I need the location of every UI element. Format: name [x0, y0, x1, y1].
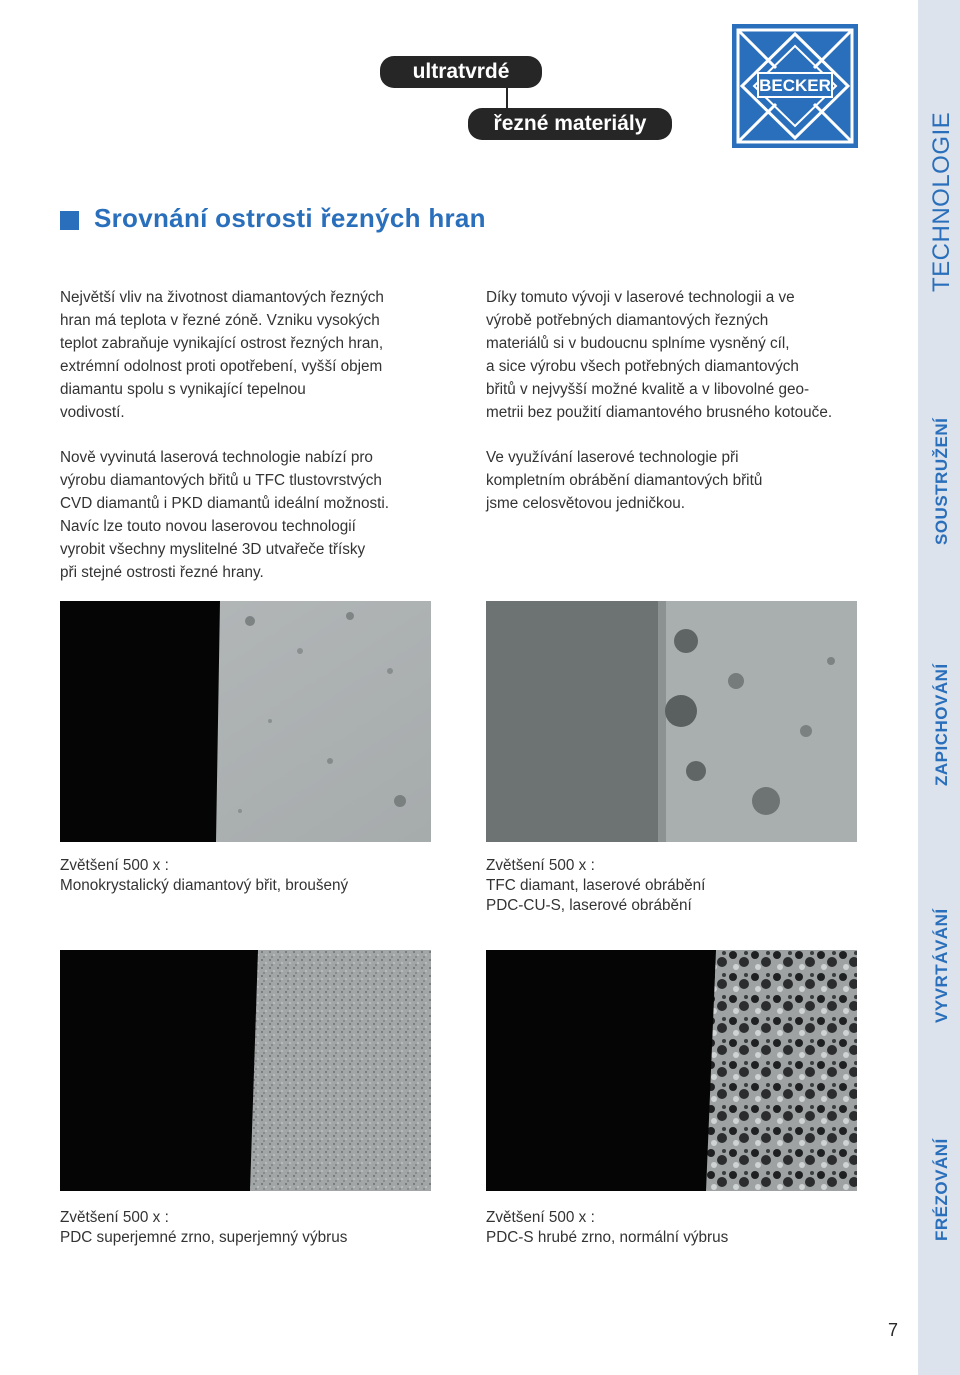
caption-line: TFC diamant, laserové obrábění [486, 877, 706, 894]
becker-logo [732, 24, 858, 148]
photo-image [486, 950, 857, 1191]
page-number: 7 [888, 1320, 899, 1340]
text-line: kompletním obrábění diamantových břitů [486, 472, 763, 489]
text-line: výrobu diamantových břitů u TFC tlustovrstvých [60, 472, 382, 489]
photo-image [60, 950, 431, 1191]
pill-connector [506, 86, 508, 110]
side-tab-technologie[interactable]: TECHNOLOGIE [928, 111, 955, 292]
side-tab-vyvrtavani[interactable]: VYVRTÁVÁNÍ [932, 908, 951, 1023]
microscope-photo-pdc-superfine [60, 950, 431, 1191]
text-line: Díky tomuto vývoji v laserové technologii a ve [486, 289, 795, 306]
photo-image [486, 601, 857, 842]
text-line: výrobě potřebných diamantových řezných [486, 312, 769, 329]
caption-line: Monokrystalický diamantový břit, broušený [60, 877, 349, 894]
photo-image [60, 601, 431, 842]
page-title: Srovnání ostrosti řezných hran [94, 203, 486, 233]
microscope-photo-monocrystalline [60, 601, 431, 842]
caption-line: PDC-CU-S, laserové obrábění [486, 897, 692, 914]
microscope-photo-tfc-laser [486, 601, 857, 842]
right-paragraph-2 [486, 446, 762, 515]
figure-caption-2 [486, 856, 705, 916]
side-tab-zapichovani[interactable]: ZAPICHOVÁNÍ [932, 663, 951, 786]
text-line: vodivostí. [60, 404, 125, 421]
figure-caption-3 [60, 1208, 347, 1248]
side-tab-soustruzeni[interactable]: SOUSTRUŽENÍ [932, 417, 951, 545]
side-tab-frezovani[interactable]: FRÉZOVÁNÍ [932, 1138, 951, 1241]
text-line: teplot zabraňuje vynikající ostrost řezných hran, [60, 335, 384, 352]
text-line: hran má teplota v řezné zóně. Vzniku vysokých [60, 312, 380, 329]
logo-text: BECKER [759, 76, 831, 95]
caption-line: Zvětšení 500 x : [486, 1209, 595, 1226]
category-pill-rezne-materialy: řezné materiály [468, 108, 672, 140]
text-line: Největší vliv na životnost diamantových řezných [60, 289, 384, 306]
text-line: břitů v nejvyšší možné kvalitě a v libovolné geo- [486, 381, 810, 398]
text-line: materiálů si v budoucnu splníme vysněný cíl, [486, 335, 790, 352]
caption-line: Zvětšení 500 x : [486, 857, 595, 874]
text-line: jsme celosvětovou jedničkou. [486, 495, 685, 512]
figure-caption-1 [60, 856, 348, 896]
text-line: a sice výrobu všech potřebných diamantových [486, 358, 799, 375]
text-line: Nově vyvinutá laserová technologie nabízí pro [60, 449, 373, 466]
microscope-photo-pdc-coarse [486, 950, 857, 1191]
figure-caption-4 [486, 1208, 728, 1248]
text-line: CVD diamantů i PKD diamantů ideální možnosti. [60, 495, 390, 512]
category-pill-ultratvrde: ultratvrdé [380, 56, 542, 88]
caption-line: Zvětšení 500 x : [60, 857, 169, 874]
text-line: diamantu spolu s vynikající tepelnou [60, 381, 306, 398]
caption-line: PDC superjemné zrno, superjemný výbrus [60, 1229, 348, 1246]
text-line: Ve využívání laserové technologie při [486, 449, 739, 466]
right-paragraph-1 [486, 286, 832, 424]
caption-line: Zvětšení 500 x : [60, 1209, 169, 1226]
title-bullet-square [60, 211, 79, 230]
text-line: při stejné ostrosti řezné hrany. [60, 564, 264, 581]
text-line: Navíc lze touto novou laserovou technologií [60, 518, 356, 535]
text-line: extrémní odolnost proti opotřebení, vyšší objem [60, 358, 383, 375]
text-line: vyrobit všechny myslitelné 3D utvařeče třísky [60, 541, 366, 558]
left-paragraph-2 [60, 446, 389, 584]
caption-line: PDC-S hrubé zrno, normální výbrus [486, 1229, 729, 1246]
left-paragraph-1 [60, 286, 384, 424]
text-line: metrii bez použití diamantového brusného kotouče. [486, 404, 833, 421]
